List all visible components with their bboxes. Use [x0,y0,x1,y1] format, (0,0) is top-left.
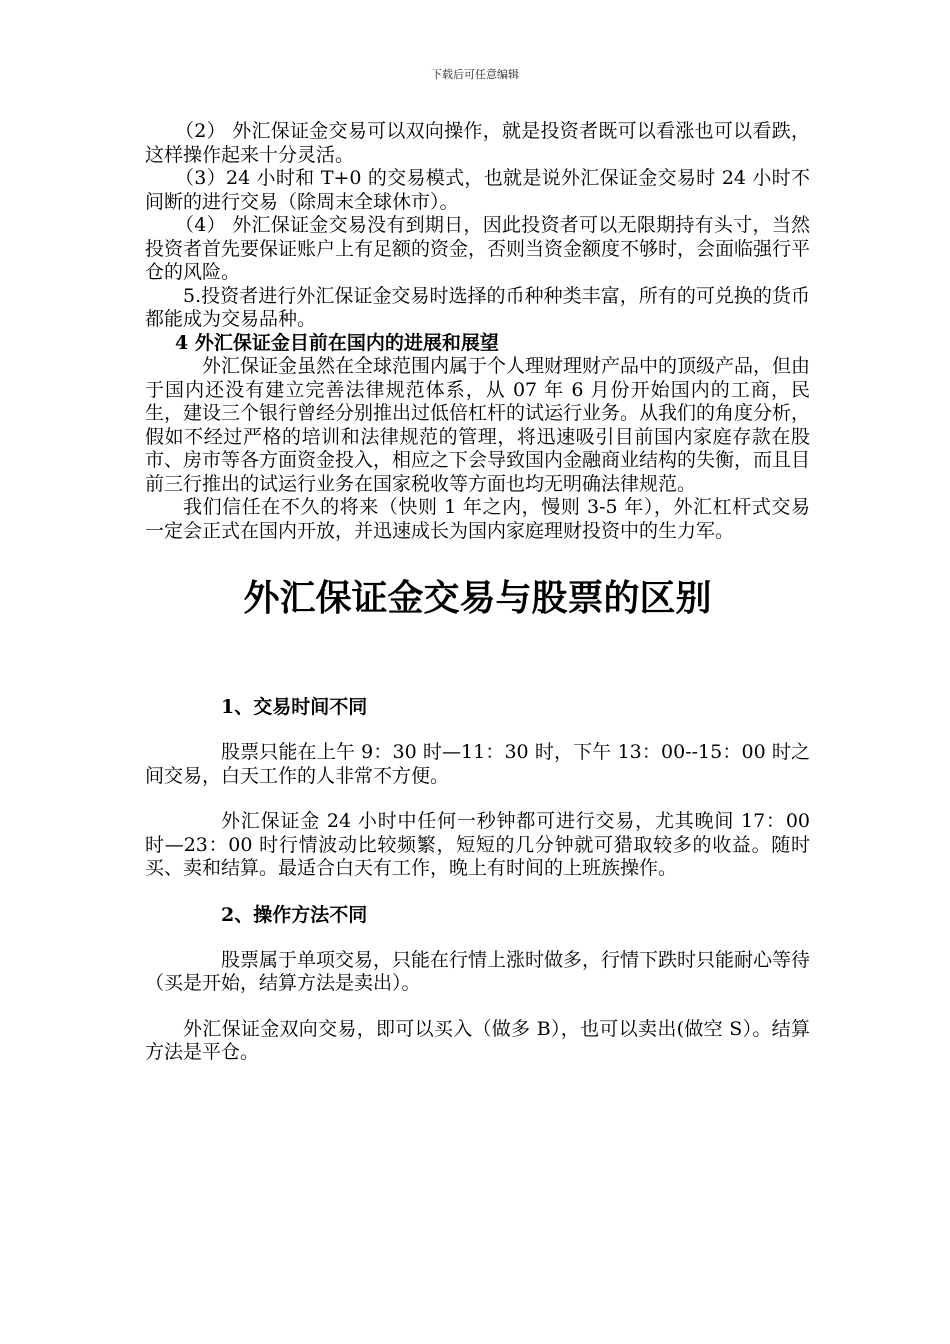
section-heading-trading-time: 1、交易时间不同 [221,696,368,718]
section-paragraph: 外汇保证金双向交易，即可以买入（做多 B），也可以卖出(做空 S）。结算方法是平仓。 [145,1017,810,1063]
section-paragraph: 外汇保证金 24 小时中任何一秒钟都可进行交易，尤其晚间 17：00 时—23：00 时行情波动比较频繁，短短的几分钟就可猎取较多的收益。随时买、卖和结算。最适合白天有工作，晚上有时间的上班族操作。 [145,810,810,879]
section-heading-operation-method: 2、操作方法不同 [221,903,368,926]
section4-paragraph: 外汇保证金虽然在全球范围内属于个人理财理财产品中的顶级产品，但由于国内还没有建立完善法律规范体系，从 07 年 6 月份开始国内的工商，民生，建设三个银行曾经分别推出过低倍杠杆的试运行业务。从我们的角度分析，假如不经过严格的培训和法律规范的管理，将迅速吸引目前国内家庭存款在股市、房市等各方面资金投入，相应之下会导致国内金融商业结构的失衡，而且目前三行推出的试运行业务在国家税收等方面也均无明确法律规范。 [145,355,811,495]
document-body [145,120,810,1065]
section4-paragraph: 我们信任在不久的将来（快则 1 年之内，慢则 3-5 年），外汇杠杆式交易一定会正式在国内开放，并迅速成长为国内家庭理财投资中的生力军。 [145,496,810,542]
paragraph-item-5: 5.投资者进行外汇保证金交易时选择的币种种类丰富，所有的可兑换的货币都能成为交易品种。 [145,284,810,330]
page-header: 下载后可任意编辑 [431,68,519,81]
paragraph-item-3: （3）24 小时和 T+0 的交易模式，也就是说外汇保证金交易时 24 小时不间断的进行交易（除周末全球休市）。 [145,167,810,213]
section-paragraph: 股票属于单项交易，只能在行情上涨时做多，行情下跌时只能耐心等待（买是开始，结算方法是卖出）。 [145,948,811,994]
paragraph-item-4: （4） 外汇保证金交易没有到期日，因此投资者可以无限期持有头寸，当然投资者首先要保证账户上有足额的资金，否则当资金额度不够时，会面临强行平仓的风险。 [145,214,811,283]
main-title: 外汇保证金交易与股票的区别 [243,578,712,619]
paragraph-item-2: （2） 外汇保证金交易可以双向操作，就是投资者既可以看涨也可以看跌，这样操作起来十分灵活。 [145,120,810,166]
section4-heading: 4 外汇保证金目前在国内的进展和展望 [175,331,499,354]
section-paragraph: 股票只能在上午 9：30 时—11：30 时，下午 13：00--15：00 时之间交易，白天工作的人非常不方便。 [145,741,810,787]
